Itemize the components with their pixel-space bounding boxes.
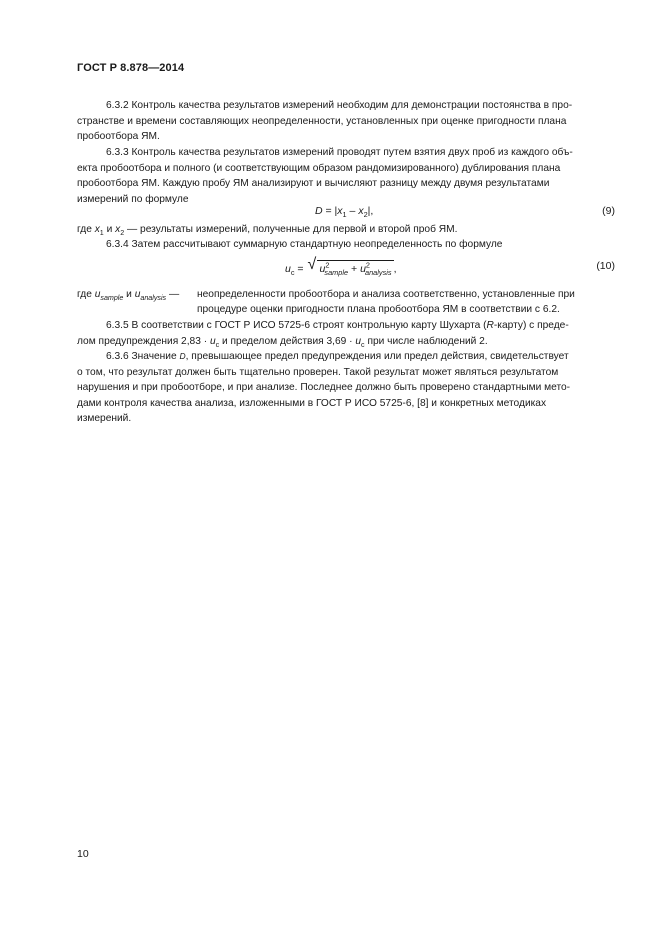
formula-9-explanation: где $x_1$ и $x_2$ — результаты измерений, полученные для первой и второй проб ЯМ. <box>77 224 458 238</box>
text-line: лом предупреждения $2,83 \cdot u_c$ и пределом действия $3,69 \cdot u_c$ при числе наблюдений 2. <box>77 335 488 349</box>
equation-number-10: (10) <box>596 260 615 272</box>
text-line: екта пробоотбора и полного (и соответствующим образом рандомизированного) дублирования плана <box>77 162 561 174</box>
text-line: странстве и времени составляющих неопределенности, установленных при оценке пригодности плана <box>77 115 567 127</box>
text-line: 6.3.5 В соответствии с ГОСТ Р ИСО 5725-6 строят контрольную карту Шухарта (R-карту) с преде- <box>106 320 569 331</box>
paragraph-6-3-5 <box>77 318 615 349</box>
formula-10: $u_c$ = √ $u^2_{sample} + u^2_{analysis}$ , <box>285 256 397 278</box>
text-line: 6.3.6 Значение D, превышающее предел предупреждения или предел действия, свидетельствует <box>106 351 569 362</box>
text-line: 6.3.2 Контроль качества результатов измерений необходим для демонстрации постоянства в про- <box>106 100 573 111</box>
formula-10-explanation <box>77 288 615 318</box>
equation-number-9: (9) <box>602 205 615 217</box>
page-number: 10 <box>77 848 89 860</box>
text-line: измерений по формуле <box>77 193 189 205</box>
text-line: измерений. <box>77 413 132 424</box>
paragraph-6-3-4 <box>77 237 615 253</box>
formula-10-row <box>77 256 615 282</box>
text-line: дами контроля качества анализа, изложенными в ГОСТ Р ИСО 5725-6, [8] и конкретных методиках <box>77 397 547 409</box>
formula-9: $D = |x_1 - x_2|$, <box>315 205 374 220</box>
text-line: о том, что результат должен быть тщательно проверен. Такой результат может являться результатом <box>77 366 559 378</box>
where-label: где $u_{sample}$ и $u_{analysis}$ — <box>77 289 180 303</box>
text-line: пробоотбора ЯМ. <box>77 131 160 142</box>
paragraph-6-3-2 <box>77 98 615 145</box>
text-line: 6.3.4 Затем рассчитывают суммарную стандартную неопределенность по формуле <box>106 239 503 250</box>
paragraph-6-3-3 <box>77 145 615 207</box>
where-definition <box>197 288 615 317</box>
text-line: неопределенности пробоотбора и анализа соответственно, установленные при <box>197 289 575 300</box>
paragraph-6-3-6 <box>77 349 615 427</box>
text-line: нарушения и при пробоотборе, и при анализе. Последнее должно быть проверено стандартными мето- <box>77 382 571 393</box>
square-root: √ $u^2_{sample} + u^2_{analysis}$ <box>307 256 392 278</box>
document-header: ГОСТ Р 8.878—2014 <box>77 62 185 74</box>
text-line: пробоотбора ЯМ. Каждую пробу ЯМ анализируют и вычисляют разницу между двумя результатами <box>77 178 550 189</box>
text-line: 6.3.3 Контроль качества результатов измерений проводят путем взятия двух проб из каждого объ- <box>106 147 573 158</box>
text-line: процедуре оценки пригодности плана пробоотбора ЯМ в соответствии с 6.2. <box>197 303 560 315</box>
